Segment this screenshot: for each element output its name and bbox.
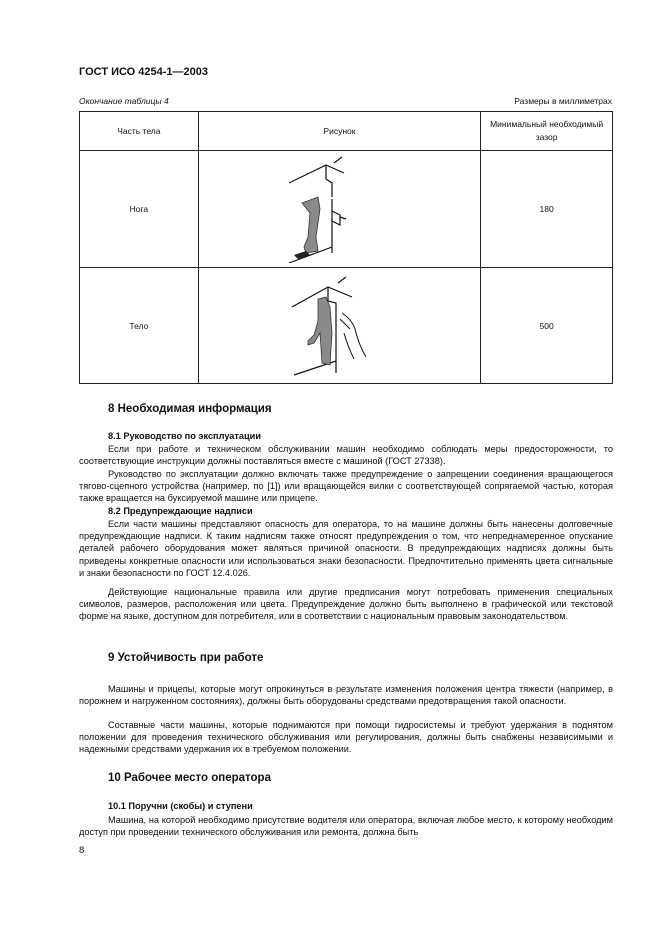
paragraph: Машины и прицепы, которые могут опрокинуться в результате изменения положения центра тяжести (например, в порожнем и нагруженном состояниях), должны быть оборудованы средствами предотвращения такой опасности. [79, 684, 613, 707]
subsection-heading: 8.2 Предупреждающие надписи [108, 506, 253, 516]
paragraph: Действующие национальные правила или другие предписания могут потребовать применения специальных символов, размеров, расположения или цвета. Предупреждение должно быть выполнено в графической или текстовой форме на языке, доступном для потребителя, или в соответствии с национальным правовым законодательством. [79, 587, 613, 622]
body-clearance-figure [284, 273, 394, 379]
figure-cell [198, 268, 480, 384]
paragraph: Руководство по эксплуатации должно включать также предупреждение о запрещении соединения вращающегося тягово-сцепного устройства (например, по [1]) или вращающейся вилки с соответствующей сопрягаемой частью, которая также вращается на буксируемой машине или прицепе. [79, 469, 613, 504]
subsection-heading: 10.1 Поручни (скобы) и ступени [108, 801, 253, 811]
paragraph: Если при работе и техническом обслуживании машин необходимо соблюдать меры предосторожности, то соответствующие инструкции должны поставляться вместе с машиной (ГОСТ 27338). [79, 444, 613, 467]
column-header-clearance: Минимальный необходимый зазор [481, 112, 613, 151]
paragraph: Составные части машины, которые поднимаются при помощи гидросистемы и требуют удержания в поднятом положении для проведения технического обслуживания или регулирования, должны быть снабжены независимыми и надежными средствами удержания их в требуемом положении. [79, 720, 613, 755]
paragraph: Если части машины представляют опасность для оператора, то на машине должны быть нанесены долговечные предупреждающие надписи. К таким надписям также относят предупреждения о том, что непреднамеренное опускание деталей рабочего оборудования может являться причиной опасности. В предупреждающих надписях должны быть приведены конкретные опасности или использоваться знаки безопасности. Предпочтительно применять цвета сигнальные и знаки безопасности по ГОСТ 12.4.026. [79, 519, 613, 578]
column-header-body-part: Часть тела [80, 112, 199, 151]
table-continuation-caption: Окончание таблицы 4 [79, 96, 169, 106]
column-header-figure: Рисунок [198, 112, 480, 151]
figure-cell [198, 151, 480, 268]
leg-clearance-figure [284, 155, 394, 263]
section-heading: 8 Необходимая информация [108, 403, 272, 415]
page-number: 8 [79, 845, 85, 856]
paragraph: Машина, на которой необходимо присутствие водителя или оператора, включая любое место, к которому необходим доступ при проведении технического обслуживания или ремонта, должна быть [79, 815, 613, 838]
table-row [80, 151, 613, 268]
table-header-row [80, 112, 613, 151]
clearance-cell: 180 [481, 151, 613, 268]
section-heading: 10 Рабочее место оператора [108, 772, 271, 784]
body-part-cell: Нога [80, 151, 199, 268]
table-row [80, 268, 613, 384]
units-caption: Размеры в миллиметрах [514, 96, 612, 106]
body-part-cell: Тело [80, 268, 199, 384]
subsection-heading: 8.1 Руководство по эксплуатации [108, 431, 261, 441]
clearance-cell: 500 [481, 268, 613, 384]
document-header: ГОСТ ИСО 4254-1—2003 [79, 66, 209, 78]
clearance-table [79, 111, 613, 384]
section-heading: 9 Устойчивость при работе [108, 652, 264, 664]
